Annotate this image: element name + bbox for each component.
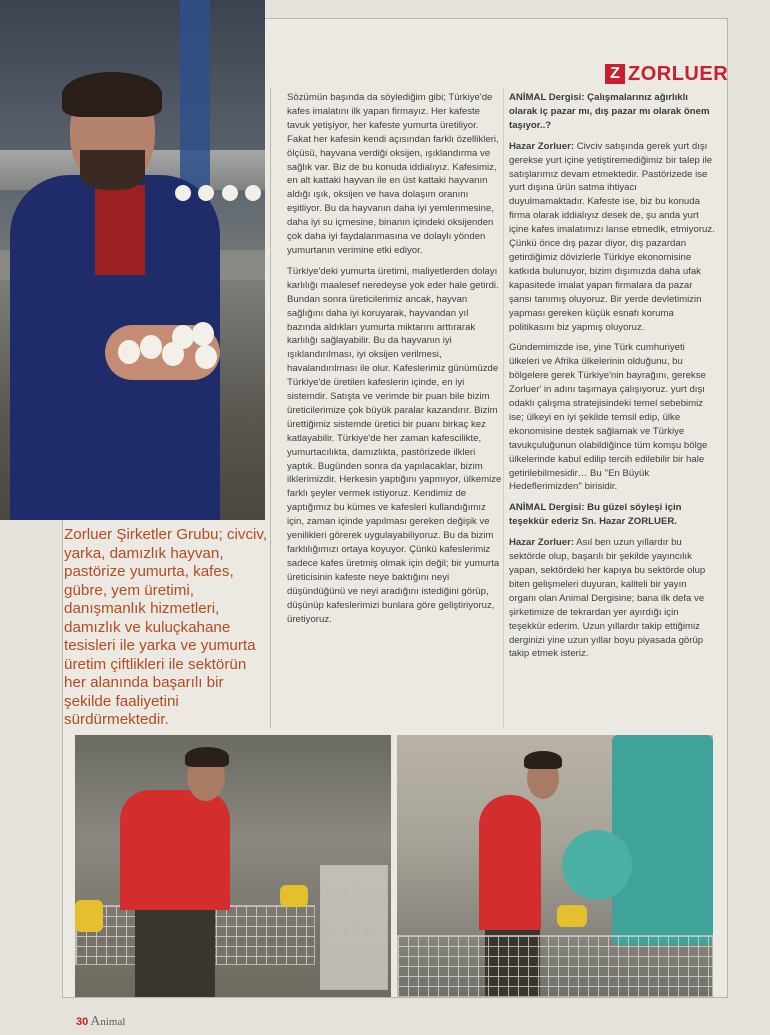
worker-red-shirt bbox=[479, 795, 541, 930]
logo-mark-icon: Z bbox=[605, 64, 625, 84]
magazine-initial: A bbox=[90, 1014, 101, 1029]
egg bbox=[245, 185, 261, 201]
article-column-middle bbox=[287, 91, 502, 633]
cage-welding-machine bbox=[612, 735, 713, 945]
answer-text: Asıl ben uzun yıllardır bu sektörde olup, başarılı bir şekilde yayıncılık yapan, sektördeki her kapıya bu sektörde olup biten gelişmeleri duyuran, kaliteli bir yayın organı olan Animal Dergisine; bana ilk defa ve şirketimize de tekrardan yer ayırdığı için teşekkür ederim. Uzun yıllardır takip ettiğimiz derginizi yine uzun yıllar boyu piyasada görüp takip etmek isteriz. bbox=[509, 537, 706, 660]
column-divider bbox=[270, 88, 271, 728]
page-footer bbox=[76, 1014, 125, 1030]
worker-shirt bbox=[95, 185, 145, 275]
magazine-name bbox=[90, 1014, 125, 1030]
magazine-rest: nimal bbox=[100, 1016, 126, 1028]
paragraph: Sözümün başında da söylediğim gibi; Türkiye'de kafes imalatını ilk yapan firmayız. Her kafeste tavuk yetişiyor, her kafeste yumurta üretiliyor. Fakat her kafesin kendi açısından farklı özellikleri, ölçüsü, hayvana verdiği oksijen, ışıklandırma ve sağlık var. Biz de bu konuda iddialıyız. Kafesimiz, en alt kattaki hayvan ile en üst kattaki hayvanın aldığı ışık, oksijen ve hava dolaşım oranını eşitliyor. Bu da hayvanın daha iyi yemlenmesine, daha iyi su içmesine, binanın içindeki oksijenden çok daha iyi faydalanmasına ve dolaylı yönden yumurtanın verimine etki ediyor. bbox=[287, 92, 499, 256]
worker-beard bbox=[80, 150, 145, 190]
photo-man-holding-eggs bbox=[0, 0, 265, 520]
page-number: 30 bbox=[76, 1016, 89, 1028]
egg bbox=[172, 325, 194, 349]
worker-hair bbox=[62, 72, 162, 117]
yellow-glove bbox=[280, 885, 308, 907]
interview-question: ANİMAL Dergisi: Bu güzel söyleşi için teşekkür ederiz Sn. Hazar ZORLUER. bbox=[509, 502, 682, 528]
interview-answer bbox=[509, 536, 715, 661]
worker-hair bbox=[524, 751, 562, 769]
worker-red-shirt bbox=[120, 790, 230, 910]
yellow-glove bbox=[75, 900, 103, 932]
egg bbox=[175, 185, 191, 201]
photo-caption: Zorluer Şirketler Grubu; civciv, yarka, damızlık hayvan, pastörize yumurta, kafes, gübre, yem üretimi, danışmanlık hizmetleri, damızlık ve kuluçkahane tesisleri ile yarka ve yumurta üretim çiftlikleri ile sektörün her alanında başarılı bir şekilde faaliyetini sürdürmektedir. bbox=[64, 526, 268, 728]
egg bbox=[198, 185, 214, 201]
egg bbox=[118, 340, 140, 364]
article-column-right bbox=[509, 91, 715, 668]
worker-pants bbox=[135, 910, 215, 997]
photo-worker-at-machine bbox=[397, 735, 713, 997]
interview-question: ANİMAL Dergisi: Çalışmalarınız ağırlıklı olarak iç pazar mı, dış pazar mı olarak önem taşıyor..? bbox=[509, 92, 710, 131]
egg bbox=[140, 335, 162, 359]
egg bbox=[222, 185, 238, 201]
answer-text: Civciv satışında gerek yurt dışı gerekse yurt içine yetiştiremediğimiz bir talep ile satışlarımız devam etmektedir. Pastörizede ise yurt dışına ürün satma ihtiyacı duyulmamaktadır. Kafeste ise, biz bu konuda firma olarak iddialıyız desek de, şu anda yurt içine kafes imalatımızı lanse etmedik, etmiyoruz. Çünkü önce dış pazar diyor, dış pazardan getirdiğimiz dövizlerle Türkiye ekonomisine katkıda bulunuyor, bizim dışımızda daha ufak kapasitede imalat yapan firmalara da pazar şansı tanımış oluyoruz. Bir yerde devletimizin yapması gereken küçük esnafı koruma politikasını biz yapmış oluyoruz. bbox=[509, 140, 715, 333]
interview-answer bbox=[509, 140, 715, 335]
egg bbox=[195, 345, 217, 369]
egg bbox=[192, 322, 214, 346]
yellow-glove bbox=[557, 905, 587, 927]
paragraph: Türkiye'deki yumurta üretimi, maliyetlerden dolayı karlılığı maalesef neredeyse yok eder hale getirdi. Bundan sonra üreticilerimiz ancak, hayvan sağlığını daha iyi koruyarak, hayvandan yıl bazında aldıkları yumurta miktarını arttırarak karlılığı sağlayabilir. Bu da hayvanın iyi ışıklandırılması, iyi oksijen verilmesi, havalandırılması ile olur. Kafeslerimiz günümüzde Türkiye'de üretilen kafeslerin içinde, en iyi sistemdir. Satışta ve verimde bir puan bile bizim üreticilerimize çok büyük paralar kazandırır. Bizim ürettiğimiz sistemde üretici bir puanı birkaç kez katlayabilir. Türkiye'de her zaman kafescilikte, yumurtacılıkta, damızlıkta, pastörizede ilkleri yaptık. Bugünden sonra da yapılacaklar, bizim ilklerimizdir. Herkesin yaptığını yapmıyor, ülkemize farklı şeyler vermek istiyoruz. Kendimiz de yaptığımız bu kümes ve kafesleri kullandığımız için, zaman içinde yapılması gereken değişik ve yenilikleri görerek uygulayabiliyoruz. Bu da bizim farklılığımızı ortaya koyuyor. Çünkü kafeslerimiz sadece kafes üretmiş olmak için değil; bir yumurta üreticisinin kafeste neye baktığını neyi düşündüğünü ve neyi aradığını istediğini görüp, düşünüp kafeslerimizi bunlara göre geliştiriyoruz, üretiyoruz. bbox=[287, 265, 502, 625]
zorluer-logo bbox=[605, 63, 728, 85]
speaker-name: Hazar Zorluer: bbox=[509, 140, 575, 152]
speaker-name: Hazar Zorluer: bbox=[509, 537, 575, 549]
wire-mesh-sheet bbox=[397, 935, 713, 997]
wire-cage-stack bbox=[320, 865, 388, 990]
logo-text: ZORLUER bbox=[628, 62, 729, 85]
column-divider bbox=[503, 88, 504, 728]
photo-worker-with-wire-cage bbox=[75, 735, 391, 997]
worker-hair bbox=[185, 747, 229, 767]
machine-wheel bbox=[562, 830, 632, 900]
paragraph: Gündemimizde ise, yine Türk cumhuriyeti ülkeleri ve Afrika ülkelerinin olduğunu, bu bölgelere gerek Türkiye'nin bayrağını, gerekse Zorluer' in adını taşımaya çalışıyoruz. yurt dışı odaklı çalışma stratejisindeki temel sebebimiz ise; ülkeyi en iyi şekilde temsil edip, ülke ekonomisine destek sağlamak ve Türkiye tavukçuluğunun olabildiğince tüm komşu bölge ülkelerinde kabul edilip tercih edilebilir bir hale getirilebilmesidir… Bu ''En Büyük Hedeflerimizden'' birisidir. bbox=[509, 342, 708, 493]
